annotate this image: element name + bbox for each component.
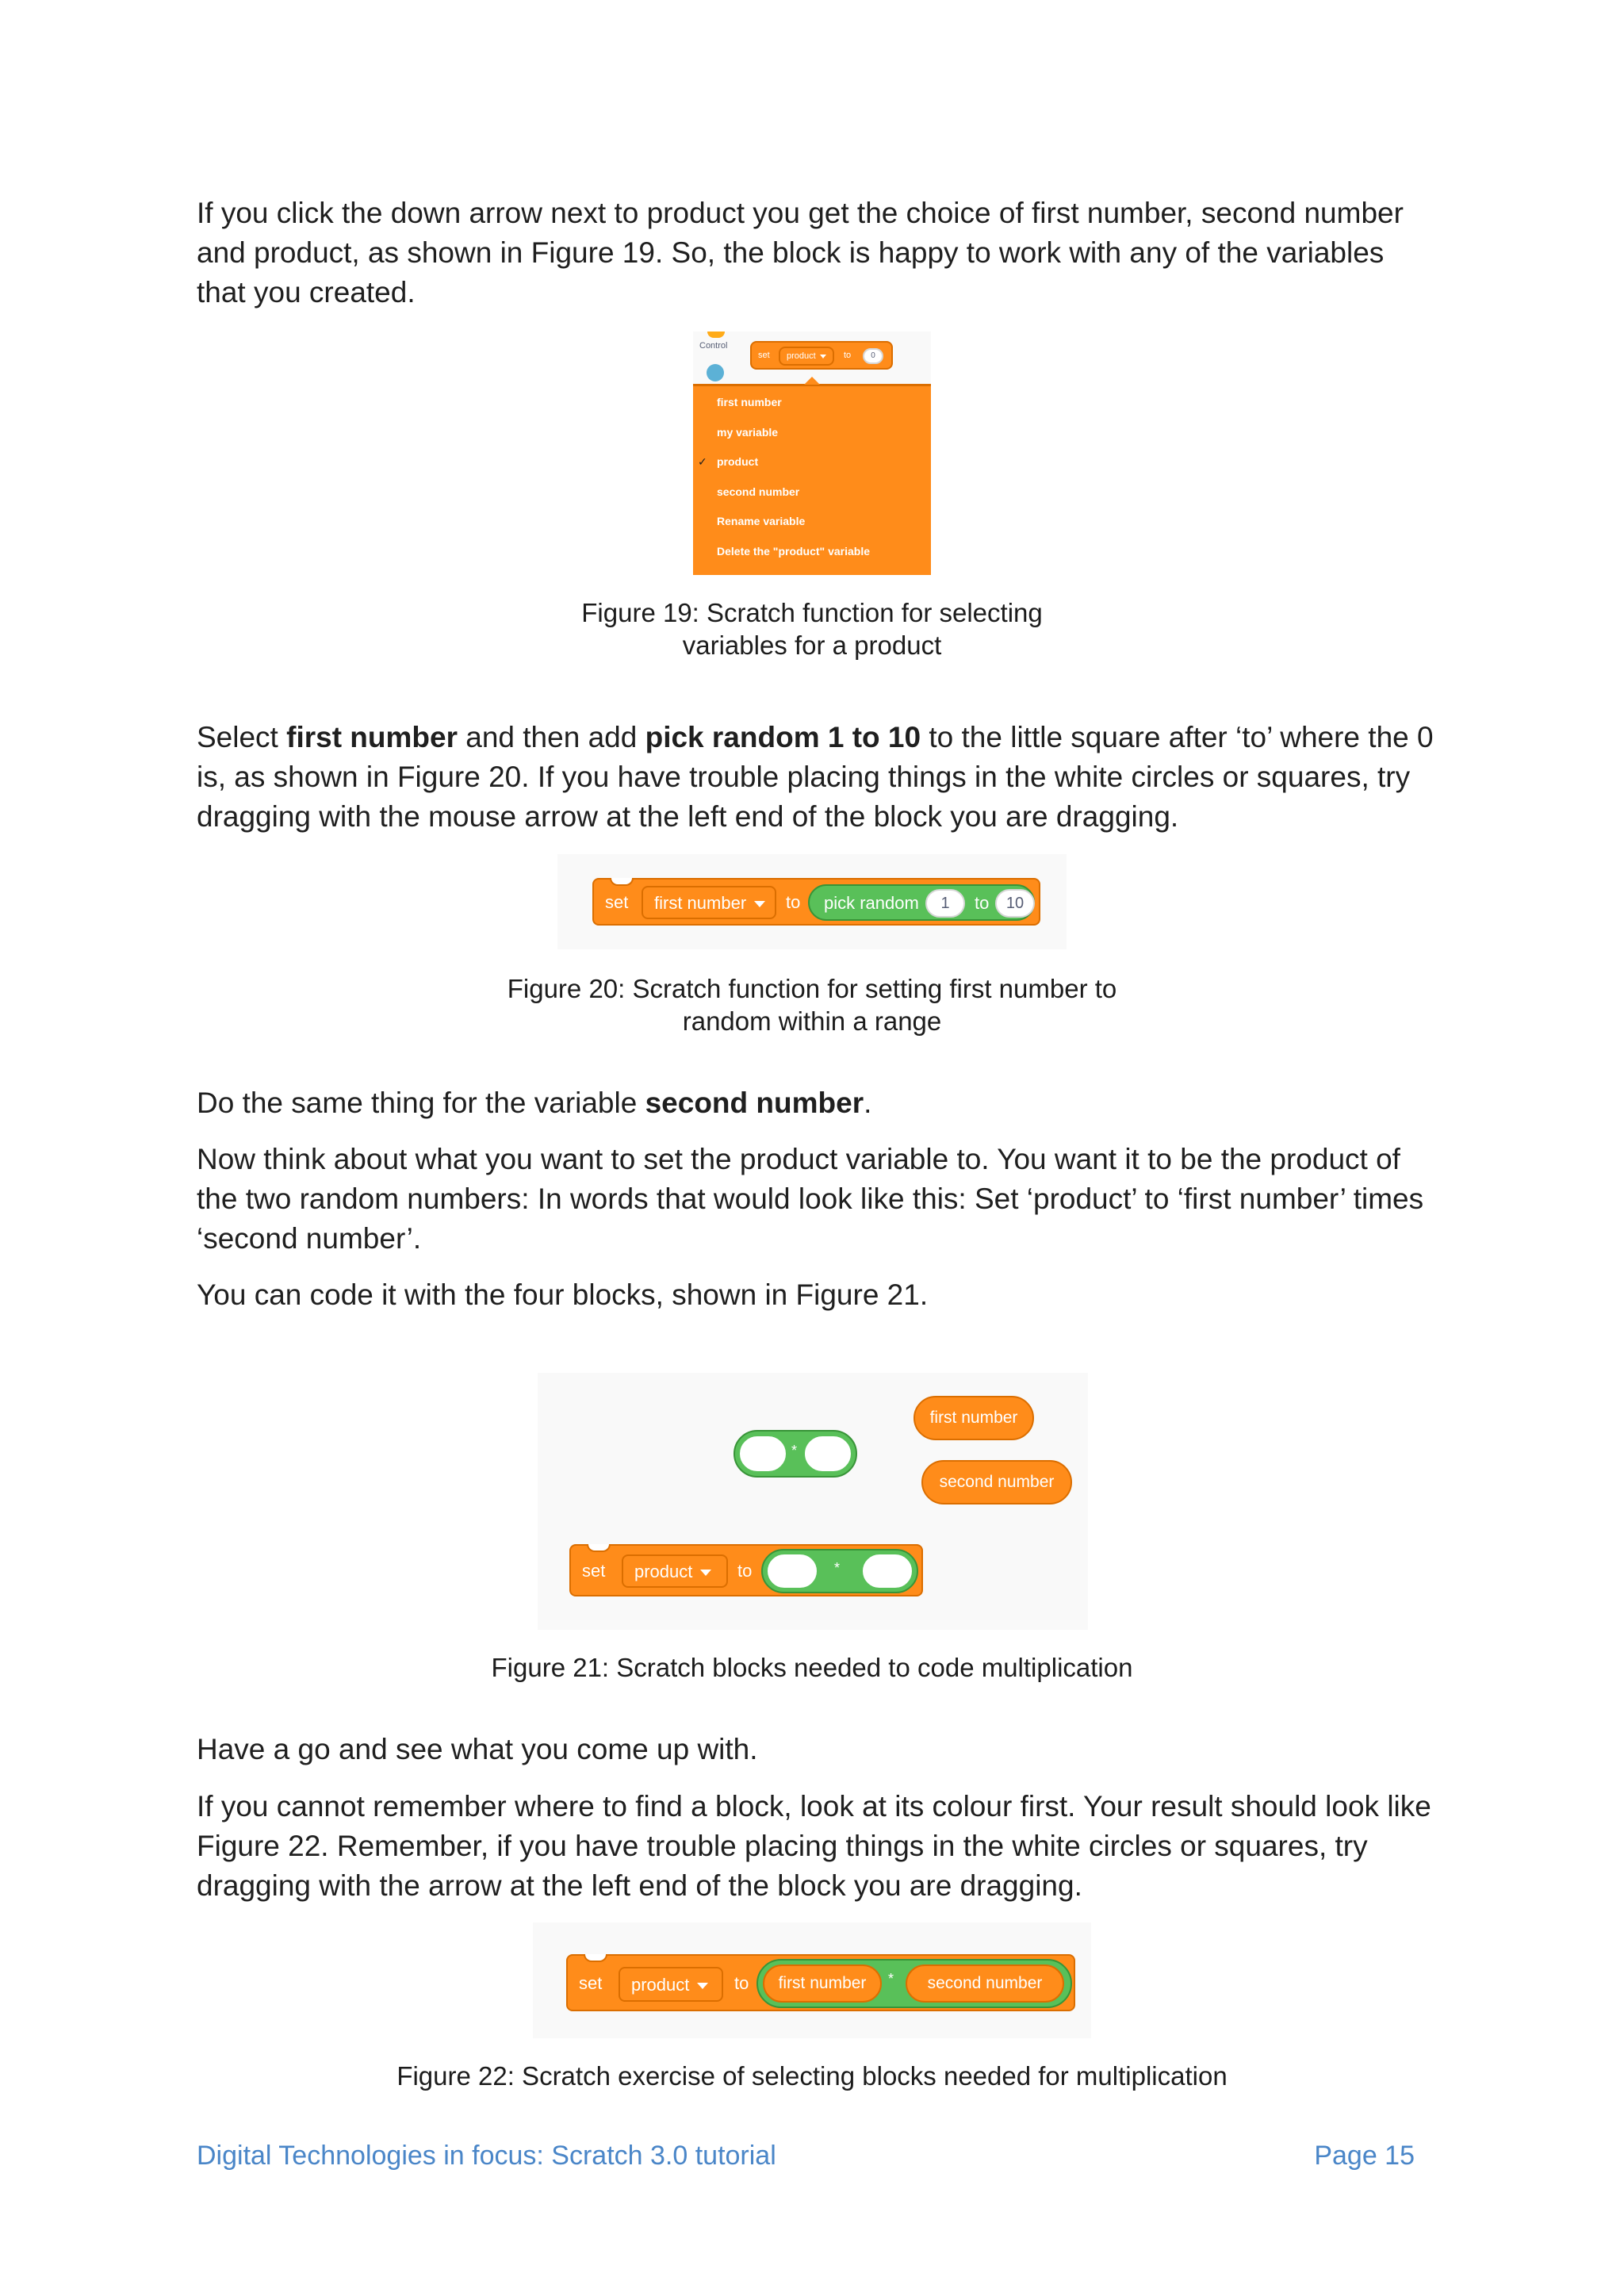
paragraph-dropdown-choice: If you click the down arrow next to product you get the choice of first number, second number and product, as shown in Figure 19. So, the block is happy to work with any of the variables that you created. — [197, 197, 1404, 309]
multiply-symbol: * — [791, 1443, 798, 1458]
bold-run: second number — [645, 1087, 864, 1119]
menu-item-delete-variable[interactable]: Delete the "product" variable — [717, 545, 870, 558]
variable-dropdown[interactable] — [619, 1967, 723, 2002]
figure-21-blocks-palette — [538, 1373, 1088, 1630]
second-number-reporter[interactable]: second number — [906, 1964, 1064, 2003]
variable-dropdown[interactable] — [642, 886, 776, 919]
multiply-operator-block[interactable] — [756, 1959, 1072, 2008]
figure-19-caption-line-2: variables for a product — [682, 631, 942, 660]
menu-item-first-number[interactable]: first number — [717, 396, 782, 408]
text-run: to the little square after ‘to’ where the 0 is, as shown in Figure 20. If you have trouble placing things in the white circles or squares, try dragging with the mouse arrow at the left end of the block you are dragging. — [197, 721, 1434, 833]
chevron-down-icon — [700, 1570, 711, 1576]
figure-22-completed-block — [533, 1922, 1091, 2038]
block-top-notch — [610, 878, 634, 886]
figure-20-caption-line-1: Figure 20: Scratch function for setting first number to — [507, 974, 1117, 1003]
set-label: set — [582, 1561, 606, 1581]
paragraph-select-first-number — [197, 718, 1434, 837]
to-label: to — [737, 1561, 753, 1581]
variable-dropdown[interactable] — [622, 1554, 728, 1588]
set-label: set — [605, 892, 629, 912]
paragraph-colour-hint: If you cannot remember where to find a block, look at its colour first. Your result should look like Figure 22. Remember, if you have trouble placing things in the white circles or squares, try dragging with the arrow at the left end of the block you are dragging. — [197, 1790, 1431, 1902]
multiply-operator-slot[interactable] — [761, 1549, 918, 1593]
footer-document-title: Digital Technologies in focus: Scratch 3.0 tutorial — [197, 2141, 776, 2171]
menu-item-rename-variable[interactable]: Rename variable — [717, 515, 806, 527]
set-first-number-block[interactable] — [592, 878, 1040, 926]
text-run: Do the same thing for the variable — [197, 1087, 645, 1119]
first-number-reporter[interactable]: first number — [763, 1964, 882, 2003]
to-label: to — [786, 892, 801, 912]
paragraph-have-a-go: Have a go and see what you come up with. — [197, 1733, 758, 1765]
dropdown-arrow-tip — [804, 377, 820, 385]
chevron-down-icon — [820, 355, 826, 358]
operand-left-input[interactable] — [740, 1436, 786, 1471]
operand-right-input[interactable] — [863, 1554, 912, 1588]
value-input[interactable]: 0 — [863, 348, 883, 364]
text-run: . — [864, 1087, 872, 1119]
first-number-reporter[interactable]: first number — [914, 1396, 1034, 1440]
pick-random-block[interactable] — [808, 884, 1035, 921]
variable-dropdown-label: product — [787, 351, 816, 361]
variable-dropdown-label: product — [634, 1562, 693, 1581]
bold-run: pick random 1 to 10 — [645, 721, 921, 753]
block-top-notch — [587, 1544, 611, 1552]
figure-19-caption-line-1: Figure 19: Scratch function for selecting — [581, 598, 1043, 627]
set-label: set — [579, 1973, 603, 1993]
from-input[interactable]: 1 — [925, 889, 965, 918]
chevron-down-icon — [697, 1983, 708, 1989]
control-category-label: Control — [699, 341, 728, 351]
pick-random-label: pick random — [824, 893, 919, 913]
checkmark-icon: ✓ — [698, 455, 707, 468]
set-label: set — [758, 351, 770, 360]
block-top-notch — [584, 1954, 607, 1962]
multiply-symbol: * — [834, 1560, 841, 1576]
set-product-block[interactable] — [566, 1954, 1075, 2011]
upto-input[interactable]: 10 — [995, 889, 1035, 918]
paragraph-second-number — [197, 1083, 1434, 1123]
to-label: to — [975, 893, 990, 913]
figure-19-variable-menu — [693, 332, 931, 575]
figure-20-pick-random — [557, 854, 1067, 949]
operand-left-input[interactable] — [768, 1554, 817, 1588]
variable-dropdown[interactable] — [779, 347, 834, 366]
set-variable-block[interactable] — [750, 341, 893, 370]
figure-21-caption: Figure 21: Scratch blocks needed to code multiplication — [491, 1653, 1133, 1682]
set-product-block[interactable] — [569, 1544, 923, 1596]
menu-item-second-number[interactable]: second number — [717, 485, 800, 498]
to-label: to — [734, 1973, 749, 1993]
text-run: and then add — [457, 721, 645, 753]
variable-dropdown-label: product — [631, 1975, 690, 1995]
paragraph-product-explanation: Now think about what you want to set the product variable to. You want it to be the product of the two random numbers: In words that would look like this: Set ‘product’ to ‘first number’ times ‘second number’. — [197, 1143, 1424, 1255]
bold-run: first number — [286, 721, 458, 753]
sensing-category-icon — [707, 364, 724, 381]
variable-dropdown-label: first number — [654, 893, 747, 913]
figure-22-caption: Figure 22: Scratch exercise of selecting blocks needed for multiplication — [396, 2061, 1228, 2091]
figure-20-caption-line-2: random within a range — [682, 1006, 942, 1036]
multiply-symbol: * — [888, 1971, 894, 1987]
paragraph-four-blocks: You can code it with the four blocks, shown in Figure 21. — [197, 1278, 929, 1311]
text-run: Select — [197, 721, 287, 753]
control-category-icon — [707, 332, 725, 338]
menu-item-product[interactable]: product — [717, 455, 759, 468]
to-label: to — [844, 351, 852, 360]
multiply-operator-block[interactable] — [733, 1430, 857, 1478]
dropdown-menu — [693, 384, 931, 575]
footer-page-number: Page 15 — [1314, 2141, 1415, 2171]
operand-right-input[interactable] — [805, 1436, 851, 1471]
second-number-reporter[interactable]: second number — [921, 1460, 1072, 1504]
menu-item-my-variable[interactable]: my variable — [717, 426, 779, 439]
chevron-down-icon — [754, 901, 765, 907]
